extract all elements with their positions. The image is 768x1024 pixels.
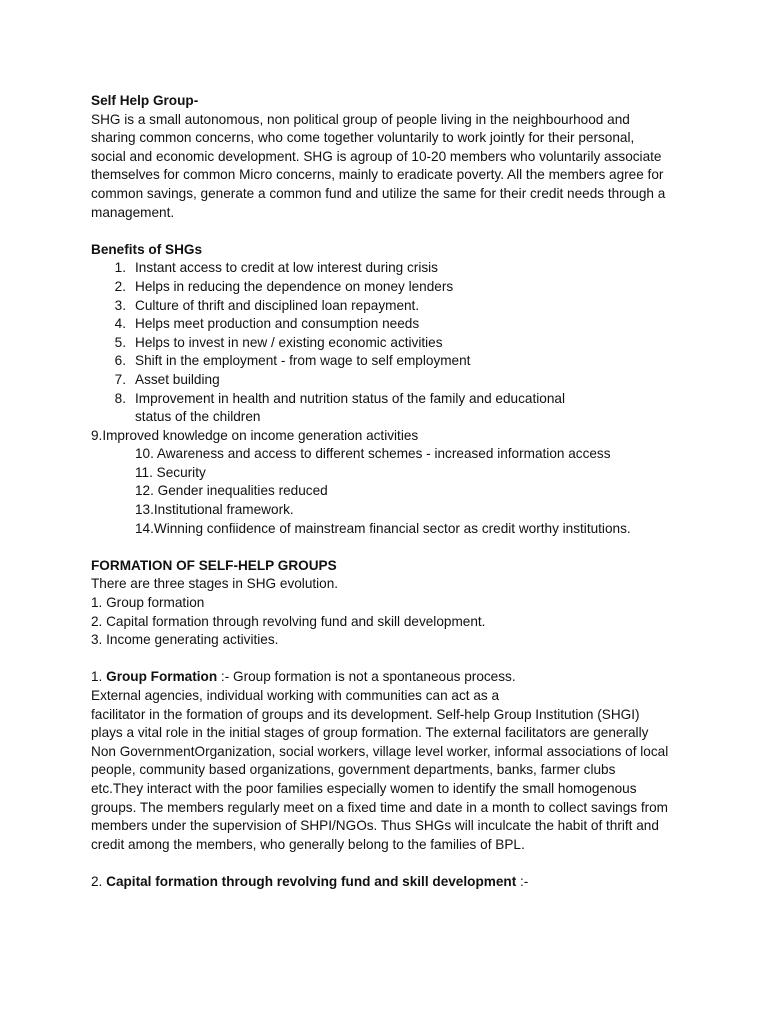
list-item: 11. Security [135, 464, 206, 480]
paragraph-line: groups. The members regularly meet on a fixed time and date in a month to collect savings from [91, 799, 669, 815]
capital-formation-title: Capital formation through revolving fund and skill development [106, 873, 517, 889]
paragraph-line: etc.They interact with the poor families especially women to identify the small homogenous [91, 780, 637, 796]
spacer [91, 538, 691, 557]
document-content [91, 92, 691, 892]
document-title: Self Help Group- [91, 93, 199, 108]
benefits-list [91, 259, 691, 426]
formation-heading: FORMATION OF SELF-HELP GROUPS [91, 557, 337, 573]
list-item: 10. Awareness and access to different schemes - increased information access [135, 446, 611, 462]
list-item: 5. Helps to invest in new / existing economic activities [114, 334, 443, 350]
list-item: 3. Culture of thrift and disciplined loan repayment. [114, 297, 420, 313]
formation-line: 3. Income generating activities. [91, 632, 279, 648]
list-item: 1. Instant access to credit at low interest during crisis [114, 260, 438, 276]
paragraph-line: credit among the members, who generally belong to the families of BPL. [91, 836, 525, 852]
list-item: 9.Improved knowledge on income generation activities [91, 427, 419, 443]
intro-line: social and economic development. SHG is agroup of 10-20 members who voluntarily associate [91, 148, 662, 164]
intro-line: management. [91, 204, 175, 220]
intro-line: themselves for common Micro concerns, mainly to eradicate poverty. All the members agree for [91, 167, 664, 183]
list-item: 6. Shift in the employment - from wage to self employment [114, 353, 471, 369]
formation-line: 1. Group formation [91, 595, 205, 611]
list-item-continuation: status of the children [135, 409, 261, 425]
group-formation-title: Group Formation [106, 669, 218, 685]
list-item: 13.Institutional framework. [135, 502, 294, 518]
intro-line: sharing common concerns, who come together voluntarily to work jointly for their personal, [91, 130, 635, 146]
paragraph-line: members under the supervision of SHPI/NGOs. Thus SHGs will inculcate the habit of thrift and [91, 818, 659, 834]
list-item: 8. Improvement in health and nutrition status of the family and educational [114, 390, 565, 406]
paragraph-line: Non GovernmentOrganization, social workers, village level worker, informal associations of local [91, 743, 669, 759]
formation-line: There are three stages in SHG evolution. [91, 576, 339, 592]
list-item: 7. Asset building [114, 371, 220, 387]
list-item: 2. Helps in reducing the dependence on money lenders [114, 278, 454, 294]
list-item: 4. Helps meet production and consumption needs [114, 316, 420, 332]
spacer [91, 854, 691, 873]
intro-line: SHG is a small autonomous, non political group of people living in the neighbourhood and [91, 111, 630, 127]
spacer [91, 650, 691, 669]
benefits-heading: Benefits of SHGs [91, 241, 203, 257]
paragraph-line: plays a vital role in the initial stages of group formation. The external facilitators are generally [91, 725, 649, 741]
group-formation-heading: 1. Group Formation :- Group formation is not a spontaneous process. [91, 669, 516, 685]
list-item: 12. Gender inequalities reduced [135, 483, 328, 499]
paragraph-line: facilitator in the formation of groups and its development. Self-help Group Institution (SHGI) [91, 706, 640, 722]
paragraph-line: people, community based organizations, government departments, banks, farmer clubs [91, 762, 616, 778]
capital-formation-heading: 2. Capital formation through revolving fund and skill development :- [91, 873, 529, 889]
list-item: 14.Winning confiidence of mainstream financial sector as credit worthy institutions. [135, 520, 631, 536]
paragraph-line: External agencies, individual working with communities can act as a [91, 688, 500, 703]
intro-line: common savings, generate a common fund and utilize the same for their credit needs through a [91, 185, 666, 201]
formation-line: 2. Capital formation through revolving fund and skill development. [91, 613, 486, 629]
spacer [91, 222, 691, 241]
